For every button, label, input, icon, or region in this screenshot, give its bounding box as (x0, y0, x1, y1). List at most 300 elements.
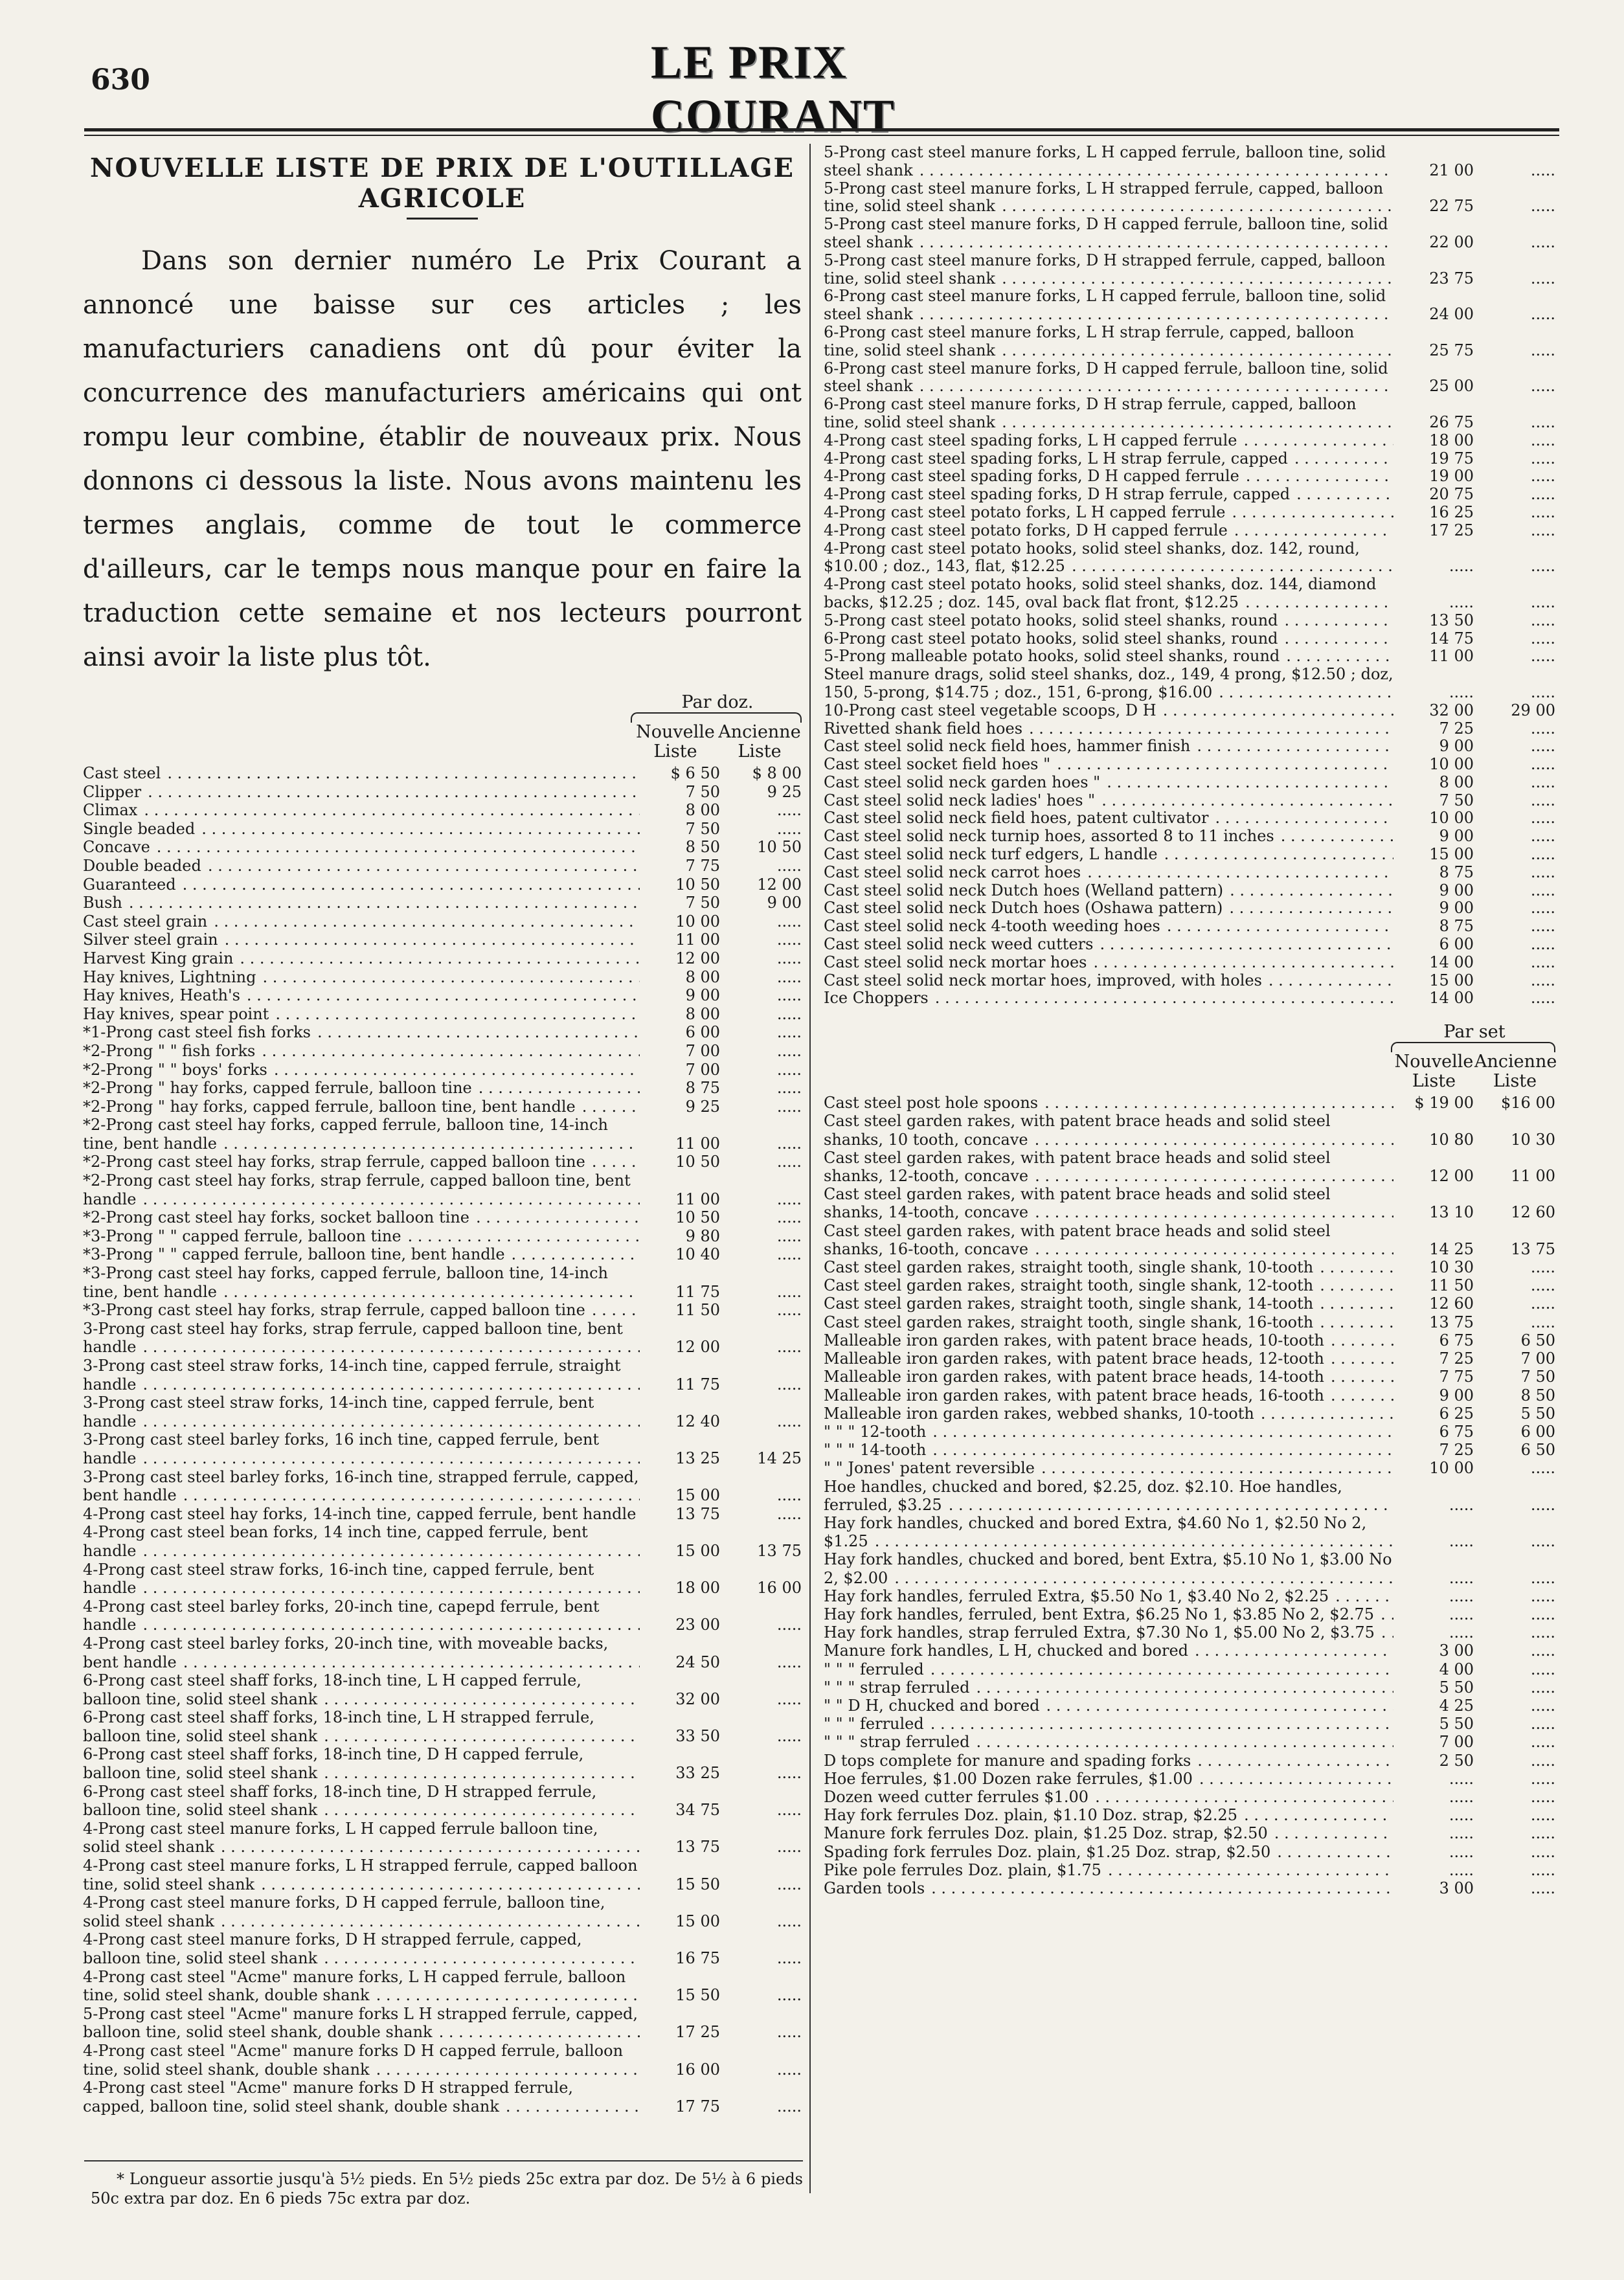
price-old: ..... (1530, 1459, 1555, 1478)
price-new: 2 50 (1439, 1751, 1474, 1770)
price-old: 7 00 (1520, 1349, 1555, 1368)
price-row (824, 1642, 1555, 1660)
price-row (83, 838, 802, 857)
price-old: ..... (1530, 1276, 1555, 1295)
price-row (824, 846, 1555, 864)
price-new: 25 75 (1429, 341, 1474, 359)
price-row (824, 1441, 1555, 1459)
price-old: 10 30 (1511, 1130, 1555, 1149)
page-number: 630 (91, 63, 150, 96)
item-description: Cast steel solid neck 4-tooth weeding hoes (824, 918, 1163, 935)
price-old: ..... (1530, 1733, 1555, 1752)
price-row (824, 918, 1555, 936)
item-description: Hay fork handles, chucked and bored, bent Extra, $5.10 No 1, $3.00 No 2, $2.00 (824, 1550, 1392, 1587)
price-row (824, 1294, 1555, 1313)
price-old: ..... (776, 856, 802, 875)
price-old: ..... (776, 912, 802, 931)
price-row (83, 783, 802, 802)
price-old: ..... (776, 1949, 802, 1967)
price-new: ..... (1449, 1842, 1474, 1861)
price-old: ..... (1530, 1678, 1555, 1697)
price-old: 14 25 (757, 1449, 802, 1467)
item-description: 4-Prong cast steel spading forks, L H strap ferrule, capped (824, 450, 1291, 468)
price-old: 10 50 (757, 838, 802, 857)
price-old: ..... (1530, 1294, 1555, 1313)
price-new: 5 50 (1439, 1678, 1474, 1697)
price-new: ..... (1449, 683, 1474, 701)
price-row (83, 1153, 802, 1171)
price-old: ..... (776, 1245, 802, 1264)
price-old: ..... (776, 1486, 802, 1505)
price-new: ..... (1449, 593, 1474, 611)
price-old: ..... (776, 2023, 802, 2042)
price-new: 11 00 (675, 1134, 720, 1153)
item-description: 5-Prong cast steel manure forks, D H strapped ferrule, capped, balloon tine, solid steel shank (824, 251, 1386, 288)
price-new: 10 00 (1429, 1459, 1474, 1478)
price-row (824, 1094, 1555, 1112)
price-old: ..... (1530, 593, 1555, 611)
item-description: 4-Prong cast steel spading forks, D H strap ferrule, capped (824, 486, 1292, 503)
price-new: 12 60 (1429, 1294, 1474, 1313)
price-old: ..... (776, 1338, 802, 1357)
price-row (83, 912, 802, 931)
price-row (824, 1331, 1555, 1349)
item-description: 3-Prong cast steel straw forks, 14-inch tine, capped ferrule, straight handle (83, 1357, 621, 1394)
item-description: Bush (83, 894, 125, 912)
price-new: 32 00 (675, 1689, 720, 1708)
price-new: 10 00 (675, 912, 720, 931)
item-description: 5-Prong cast steel potato hooks, solid steel shanks, round (824, 612, 1281, 629)
price-row (824, 468, 1555, 486)
item-description: 4-Prong cast steel potato hooks, solid steel shanks, doz. 144, diamond backs, $12.25 ; doz. 145, oval back flat front, $12.25 (824, 576, 1377, 611)
price-old: ..... (1530, 1879, 1555, 1897)
price-new: 11 75 (675, 1282, 720, 1301)
item-description: Spading fork ferrules Doz. plain, $1.25 Doz. strap, $2.50 (824, 1843, 1273, 1861)
price-row (83, 1783, 802, 1820)
price-old: ..... (776, 1079, 802, 1098)
price-new: 10 00 (1429, 755, 1474, 774)
price-old: 7 50 (1520, 1368, 1555, 1386)
price-old: ..... (1530, 232, 1555, 251)
price-old: ..... (1530, 899, 1555, 918)
price-row (824, 774, 1555, 792)
price-new: 7 75 (685, 856, 720, 875)
price-new: 12 00 (1429, 1167, 1474, 1186)
header-brace (631, 712, 802, 723)
price-row (824, 486, 1555, 504)
price-new: 5 50 (1439, 1715, 1474, 1733)
price-row (824, 288, 1555, 324)
price-new: 10 50 (675, 875, 720, 894)
price-row (824, 1112, 1555, 1148)
price-row (824, 666, 1555, 702)
price-old: 16 00 (757, 1579, 802, 1597)
price-row (824, 648, 1555, 666)
price-row (824, 954, 1555, 972)
right-column (824, 144, 1555, 1897)
item-description: Double beaded (83, 857, 204, 875)
price-row (83, 1523, 802, 1560)
price-new: 20 75 (1429, 485, 1474, 504)
item-description: 3-Prong cast steel hay forks, strap ferrule, capped balloon tine, bent handle (83, 1319, 623, 1357)
price-old: ..... (1530, 809, 1555, 828)
set-unit-label: Par set (1443, 1022, 1506, 1043)
price-new: 7 00 (685, 1060, 720, 1079)
price-old: ..... (1530, 269, 1555, 288)
item-description: 6-Prong cast steel shaff forks, 18-inch tine, D H capped ferrule, balloon tine, solid steel shank (83, 1745, 584, 1783)
item-description: Silver steel grain (83, 931, 221, 949)
item-description: 4-Prong cast steel manure forks, D H strapped ferrule, capped, balloon tine, solid steel shank (83, 1930, 582, 1967)
price-row (824, 1660, 1555, 1678)
price-row (83, 1079, 802, 1098)
item-description: Cast steel garden rakes, with patent brace heads and solid steel shanks, 12-tooth, concave (824, 1148, 1331, 1186)
price-new: 13 50 (1429, 611, 1474, 629)
price-old: 6 50 (1520, 1441, 1555, 1460)
price-new: 8 00 (1439, 773, 1474, 791)
price-row (824, 1824, 1555, 1842)
price-new: 8 00 (685, 1004, 720, 1023)
price-new: 14 00 (1429, 989, 1474, 1008)
price-old: ..... (1530, 161, 1555, 179)
item-description: 4-Prong cast steel barley forks, 20-inch tine, with moveable backs, bent handle (83, 1634, 609, 1671)
price-old: ..... (776, 2097, 802, 2116)
item-description: Cast steel solid neck mortar hoes (824, 954, 1089, 971)
price-new: 11 50 (675, 1301, 720, 1320)
item-description: *2-Prong cast steel hay forks, socket balloon tine (83, 1208, 472, 1226)
item-description: Cast steel solid neck weed cutters (824, 936, 1096, 953)
price-row (83, 1857, 802, 1893)
price-new: 12 00 (675, 1338, 720, 1357)
item-description: *2-Prong " " fish forks (83, 1042, 258, 1060)
price-row (824, 576, 1555, 612)
item-description: 6-Prong cast steel shaff forks, 18-inch tine, L H strapped ferrule, balloon tine, solid steel shank (83, 1708, 594, 1745)
price-old: ..... (776, 1023, 802, 1042)
price-row (83, 1930, 802, 1967)
price-old: ..... (776, 949, 802, 967)
price-row (83, 1301, 802, 1320)
price-new: 12 00 (675, 949, 720, 967)
set-col-new-label: Nouvelle Liste (1394, 1052, 1474, 1092)
price-row (824, 324, 1555, 360)
price-row (824, 1843, 1555, 1861)
price-row (824, 792, 1555, 810)
price-row (83, 1820, 802, 1857)
price-old: ..... (1530, 971, 1555, 989)
price-old: ..... (1530, 1258, 1555, 1277)
price-old: ..... (1530, 1806, 1555, 1825)
price-new: 8 50 (685, 838, 720, 857)
price-row (83, 1320, 802, 1357)
footnote: * Longueur assortie jusqu'à 5½ pieds. En 5½ pieds 25c extra par doz. De 5½ à 6 pieds 50c extra par doz. En 6 pieds 75c extra par doz. (91, 2170, 803, 2207)
price-new: 34 75 (675, 1801, 720, 1820)
price-row (824, 828, 1555, 846)
price-new: ..... (1449, 1806, 1474, 1825)
price-list-left (83, 764, 802, 2116)
price-row (824, 936, 1555, 954)
price-old: ..... (1530, 341, 1555, 359)
item-description: *2-Prong " " boys' forks (83, 1061, 270, 1079)
price-new: 10 50 (675, 1208, 720, 1227)
price-row (824, 1423, 1555, 1441)
price-row (824, 180, 1555, 216)
price-old: $16 00 (1501, 1094, 1555, 1112)
price-new: 9 00 (1439, 881, 1474, 899)
price-new: 15 00 (675, 1912, 720, 1930)
price-row (824, 1405, 1555, 1423)
price-new: 9 00 (1439, 899, 1474, 918)
item-description: Hay fork handles, ferruled, bent Extra, $6.25 No 1, $3.85 No 2, $2.75 (824, 1605, 1377, 1623)
price-new: 22 00 (1429, 232, 1474, 251)
item-description: 6-Prong cast steel shaff forks, 18-inch tine, L H capped ferrule, balloon tine, solid steel shank (83, 1671, 581, 1708)
price-new: 13 25 (675, 1449, 720, 1467)
price-new: ..... (1449, 1787, 1474, 1806)
left-column (83, 144, 802, 2116)
price-row (83, 1227, 802, 1246)
price-row (824, 756, 1555, 774)
item-description: *3-Prong " " capped ferrule, balloon tine (83, 1227, 404, 1245)
price-old: ..... (776, 1097, 802, 1116)
item-description: 6-Prong cast steel manure forks, L H capped ferrule, balloon tine, solid steel shank (824, 288, 1386, 324)
price-new: 9 00 (1439, 827, 1474, 846)
article-title: NOUVELLE LISTE DE PRIX DE L'OUTILLAGE AGRICOLE (89, 153, 795, 214)
price-old: ..... (1530, 953, 1555, 971)
price-new: 9 00 (1439, 737, 1474, 756)
price-row (83, 1893, 802, 1930)
price-old: ..... (776, 1190, 802, 1208)
price-row (824, 1879, 1555, 1897)
item-description: 4-Prong cast steel potato forks, D H capped ferrule (824, 522, 1230, 539)
item-description: 4-Prong cast steel hay forks, 14-inch tine, capped ferrule, bent handle (83, 1505, 638, 1523)
price-old: ..... (1530, 881, 1555, 899)
price-row (83, 1023, 802, 1042)
item-description: Cast steel garden rakes, with patent brace heads and solid steel shanks, 14-tooth, concave (824, 1185, 1331, 1222)
price-row (824, 864, 1555, 882)
item-description: " " " ferruled (824, 1715, 927, 1733)
price-new: 11 50 (1429, 1276, 1474, 1295)
item-description: " " " ferruled (824, 1660, 927, 1678)
price-new: ..... (1449, 1532, 1474, 1551)
price-row (83, 820, 802, 839)
price-row (824, 504, 1555, 522)
price-new: ..... (1449, 1586, 1474, 1605)
price-old: ..... (1530, 502, 1555, 521)
price-row (824, 1861, 1555, 1879)
price-new: ..... (1449, 1860, 1474, 1879)
price-old: ..... (776, 1060, 802, 1079)
price-old: ..... (776, 1375, 802, 1394)
price-new: 7 00 (1439, 1733, 1474, 1752)
price-old: ..... (1530, 1605, 1555, 1623)
price-new: 11 00 (675, 931, 720, 949)
price-old: 9 25 (767, 782, 802, 801)
price-row (824, 720, 1555, 738)
price-new: 7 50 (1439, 791, 1474, 809)
price-old: 5 50 (1520, 1404, 1555, 1423)
price-new: 23 00 (675, 1616, 720, 1634)
price-new: ..... (1449, 1769, 1474, 1788)
item-description: Hay knives, spear point (83, 1005, 271, 1023)
price-new: 10 00 (1429, 809, 1474, 828)
price-new: 8 75 (685, 1079, 720, 1098)
price-new: ..... (1449, 1568, 1474, 1587)
item-description: *2-Prong cast steel hay forks, capped ferrule, balloon tine, 14-inch tine, bent handle (83, 1116, 609, 1153)
price-old: ..... (776, 1282, 802, 1301)
price-new: 6 00 (1439, 935, 1474, 954)
item-description: Cast steel (83, 764, 163, 782)
price-new: 10 80 (1429, 1130, 1474, 1149)
item-description: Hoe ferrules, $1.00 Dozen rake ferrules, $1.00 (824, 1770, 1195, 1788)
item-description: Cast steel solid neck carrot hoes (824, 864, 1083, 881)
price-old: ..... (1530, 935, 1555, 954)
price-new: 7 25 (1439, 719, 1474, 738)
item-description: Concave (83, 838, 153, 856)
price-header-doz (83, 692, 802, 762)
title-rule (407, 218, 478, 220)
price-new: $ 6 50 (670, 764, 720, 782)
price-old: ..... (776, 1726, 802, 1745)
item-description: 4-Prong cast steel spading forks, D H capped ferrule (824, 468, 1242, 485)
price-row (83, 1061, 802, 1079)
price-row (83, 1264, 802, 1301)
item-description: Cast steel post hole spoons (824, 1094, 1041, 1112)
price-old: ..... (776, 1412, 802, 1430)
price-new: 6 00 (685, 1023, 720, 1042)
price-old: ..... (1530, 647, 1555, 666)
price-old: ..... (776, 931, 802, 949)
price-new: 7 25 (1439, 1349, 1474, 1368)
item-description: Hay fork handles, ferruled Extra, $5.50 No 1, $3.40 No 2, $2.25 (824, 1587, 1331, 1605)
price-row (824, 1697, 1555, 1715)
price-old: ..... (776, 1504, 802, 1523)
item-description: 4-Prong cast steel straw forks, 16-inch tine, capped ferrule, bent handle (83, 1560, 594, 1597)
footnote-rule (84, 2160, 803, 2161)
item-description: *3-Prong " " capped ferrule, balloon tine, bent handle (83, 1245, 508, 1263)
price-old: ..... (1530, 521, 1555, 539)
item-description: Single beaded (83, 820, 197, 838)
price-new: 19 00 (1429, 467, 1474, 486)
price-new: 17 75 (675, 2097, 720, 2116)
price-row (824, 360, 1555, 396)
price-old: ..... (776, 967, 802, 986)
price-new: 7 50 (685, 894, 720, 912)
price-new: 16 25 (1429, 502, 1474, 521)
item-description: " " " 14-tooth (824, 1441, 929, 1459)
price-old: $ 8 00 (752, 764, 802, 782)
price-new: 7 50 (685, 819, 720, 838)
item-description: 5-Prong malleable potato hooks, solid steel shanks, round (824, 648, 1282, 665)
price-new: 25 00 (1429, 377, 1474, 396)
price-old: ..... (1530, 1660, 1555, 1678)
item-description: 6-Prong cast steel manure forks, D H strap ferrule, capped, balloon tine, solid steel shank (824, 396, 1357, 431)
price-old: ..... (1530, 737, 1555, 756)
item-description: 3-Prong cast steel barley forks, 16-inch tine, strapped ferrule, capped, bent handle (83, 1467, 639, 1505)
item-description: *2-Prong " hay forks, capped ferrule, balloon tine, bent handle (83, 1098, 578, 1116)
price-row (83, 764, 802, 783)
header-rule (84, 128, 1559, 131)
price-new: 10 30 (1429, 1258, 1474, 1277)
price-new: 23 75 (1429, 269, 1474, 288)
price-list-set (824, 1094, 1555, 1897)
item-description: 5-Prong cast steel "Acme" manure forks L H strapped ferrule, capped, balloon tine, solid steel shank, double shank (83, 2004, 638, 2042)
price-old: 8 50 (1520, 1386, 1555, 1405)
price-old: ..... (1530, 1769, 1555, 1788)
price-row (824, 972, 1555, 990)
price-row (83, 1968, 802, 2005)
price-old: ..... (1530, 719, 1555, 738)
item-description: 6-Prong cast steel potato hooks, solid steel shanks, round (824, 630, 1281, 648)
price-old: ..... (1530, 1532, 1555, 1551)
item-description: *3-Prong cast steel hay forks, capped ferrule, balloon tine, 14-inch tine, bent handle (83, 1264, 609, 1301)
price-new: 13 10 (1429, 1203, 1474, 1222)
price-old: ..... (776, 819, 802, 838)
price-new: 7 25 (1439, 1441, 1474, 1460)
item-description: 4-Prong cast steel manure forks, D H capped ferrule, balloon tine, solid steel shank (83, 1893, 605, 1930)
item-description: Harvest King grain (83, 949, 236, 967)
price-old: ..... (1530, 449, 1555, 468)
price-old: ..... (776, 1689, 802, 1708)
price-old: ..... (1530, 1751, 1555, 1770)
item-description: *2-Prong cast steel hay forks, strap ferrule, capped balloon tine (83, 1153, 588, 1171)
price-new: 15 50 (675, 1875, 720, 1893)
price-old: ..... (1530, 1642, 1555, 1660)
price-old: ..... (1530, 989, 1555, 1008)
price-row (824, 809, 1555, 828)
item-description: Cast steel garden rakes, with patent brace heads and solid steel shanks, 10 tooth, concave (824, 1112, 1331, 1149)
price-row (83, 1708, 802, 1745)
price-row (824, 1514, 1555, 1550)
item-description: Clipper (83, 783, 144, 801)
price-row (824, 1185, 1555, 1221)
price-row (83, 2042, 802, 2079)
price-new: 21 00 (1429, 161, 1474, 179)
item-description: Steel manure drags, solid steel shanks, doz., 149, 4 prong, $12.50 ; doz, 150, 5-prong, $14.75 ; doz., 151, 6-prong, $16.00 (824, 666, 1393, 701)
price-new: ..... (1449, 1605, 1474, 1623)
price-old: ..... (1530, 791, 1555, 809)
item-description: Cast steel solid neck garden hoes " (824, 774, 1103, 791)
price-row (83, 1171, 802, 1208)
price-new: 9 00 (1439, 1386, 1474, 1405)
item-description: 4-Prong cast steel manure forks, L H strapped ferrule, capped balloon tine, solid steel shank (83, 1857, 638, 1893)
item-description: Malleable iron garden rakes, webbed shanks, 10-tooth (824, 1405, 1257, 1423)
item-description: Hoe handles, chucked and bored, $2.25, doz. $2.10. Hoe handles, ferruled, $3.25 (824, 1477, 1342, 1514)
price-row (824, 1149, 1555, 1185)
price-old: ..... (776, 1301, 802, 1320)
price-old: ..... (776, 1004, 802, 1023)
price-new: 14 00 (1429, 953, 1474, 971)
price-new: 13 75 (1429, 1313, 1474, 1331)
price-row (824, 540, 1555, 576)
item-description: D tops complete for manure and spading forks (824, 1752, 1193, 1770)
price-new: 32 00 (1429, 701, 1474, 719)
price-row (83, 2005, 802, 2042)
price-old: ..... (1530, 1495, 1555, 1514)
price-old: ..... (1530, 1696, 1555, 1715)
price-new: 11 00 (675, 1190, 720, 1208)
price-old: ..... (1530, 1824, 1555, 1843)
price-new: 14 75 (1429, 629, 1474, 648)
price-row (824, 396, 1555, 432)
price-old: ..... (776, 1838, 802, 1857)
price-new: 17 25 (675, 2023, 720, 2042)
price-old: ..... (1530, 611, 1555, 629)
price-row (83, 857, 802, 875)
price-row (824, 252, 1555, 288)
item-description: 4-Prong cast steel "Acme" manure forks D H capped ferrule, balloon tine, solid steel shank, double shank (83, 2041, 624, 2079)
price-old: ..... (1530, 305, 1555, 324)
price-old: ..... (776, 1041, 802, 1060)
price-old: 11 00 (1511, 1167, 1555, 1186)
price-header-set (824, 1022, 1555, 1091)
